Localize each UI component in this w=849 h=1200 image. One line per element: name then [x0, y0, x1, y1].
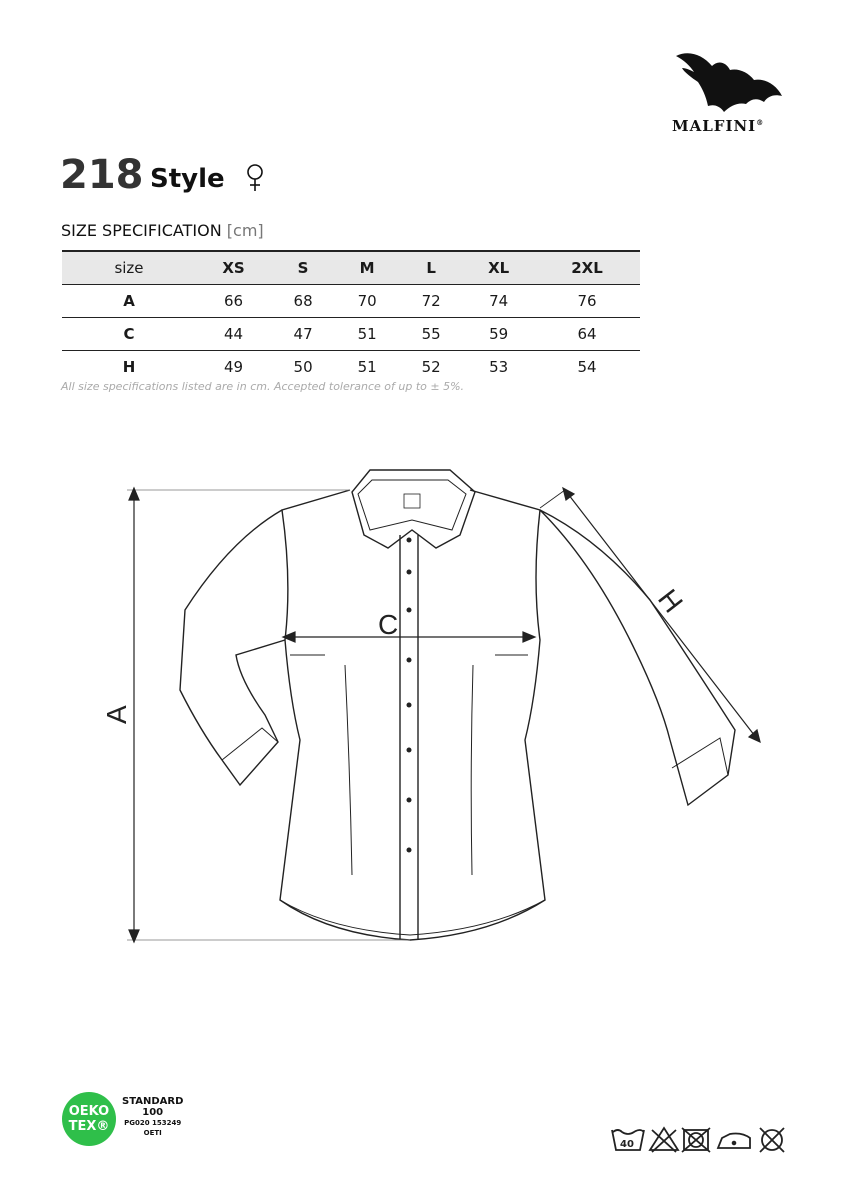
row-label: A — [123, 292, 135, 310]
table-row — [62, 318, 640, 351]
label-a: A — [101, 705, 132, 724]
style-label: Style — [150, 164, 225, 194]
no-tumble-dry-icon — [682, 1128, 710, 1152]
header-s: S — [297, 259, 309, 277]
row-label: H — [122, 358, 136, 376]
header-xl: XL — [488, 259, 510, 277]
table-cell: 51 — [357, 325, 377, 343]
table-cell: 64 — [577, 325, 597, 343]
care-symbols — [610, 1124, 790, 1156]
header-2xl: 2XL — [571, 259, 603, 277]
size-spec-title: SIZE SPECIFICATION [cm] — [61, 221, 264, 240]
header-m: M — [359, 259, 375, 277]
table-cell: 55 — [421, 325, 441, 343]
table-cell: 52 — [421, 358, 441, 376]
dimension-lines — [100, 462, 780, 952]
table-row — [62, 351, 640, 384]
header-xs: XS — [222, 259, 245, 277]
iron-low-icon — [718, 1134, 750, 1149]
header-size: size — [114, 259, 144, 277]
table-cell: 66 — [223, 292, 244, 310]
table-header-row — [62, 251, 640, 285]
female-symbol-icon — [243, 162, 267, 194]
table-cell: 49 — [223, 358, 244, 376]
table-cell: 68 — [293, 292, 313, 310]
svg-text:40: 40 — [620, 1139, 634, 1150]
table-cell: 47 — [293, 325, 313, 343]
table-cell: 70 — [357, 292, 377, 310]
oeko-tex-text: STANDARD 100 PG020 153249 OETI — [122, 1096, 184, 1137]
table-cell: 54 — [577, 358, 597, 376]
wash-40-icon — [612, 1130, 644, 1150]
table-row — [62, 285, 640, 318]
oeko-tex-badge: OEKO TEX® — [62, 1092, 116, 1146]
table-cell: 51 — [357, 358, 377, 376]
size-table — [62, 250, 640, 383]
row-label: C — [123, 325, 135, 343]
no-dry-clean-icon — [760, 1128, 784, 1152]
unit-label: [cm] — [226, 221, 264, 240]
table-cell: 72 — [421, 292, 441, 310]
label-c: C — [378, 609, 399, 640]
brand-name: MALFINI® — [672, 117, 765, 135]
table-cell: 44 — [223, 325, 244, 343]
header-l: L — [426, 259, 436, 277]
table-cell: 74 — [489, 292, 509, 310]
label-h: H — [652, 583, 689, 619]
no-bleach-icon — [650, 1128, 678, 1152]
table-cell: 50 — [293, 358, 313, 376]
table-cell: 53 — [489, 358, 509, 376]
style-number: 218 — [60, 152, 144, 198]
tolerance-note: All size specifications listed are in cm. Accepted tolerance of up to ± 5%. — [61, 380, 465, 393]
table-cell: 59 — [489, 325, 509, 343]
table-cell: 76 — [577, 292, 597, 310]
